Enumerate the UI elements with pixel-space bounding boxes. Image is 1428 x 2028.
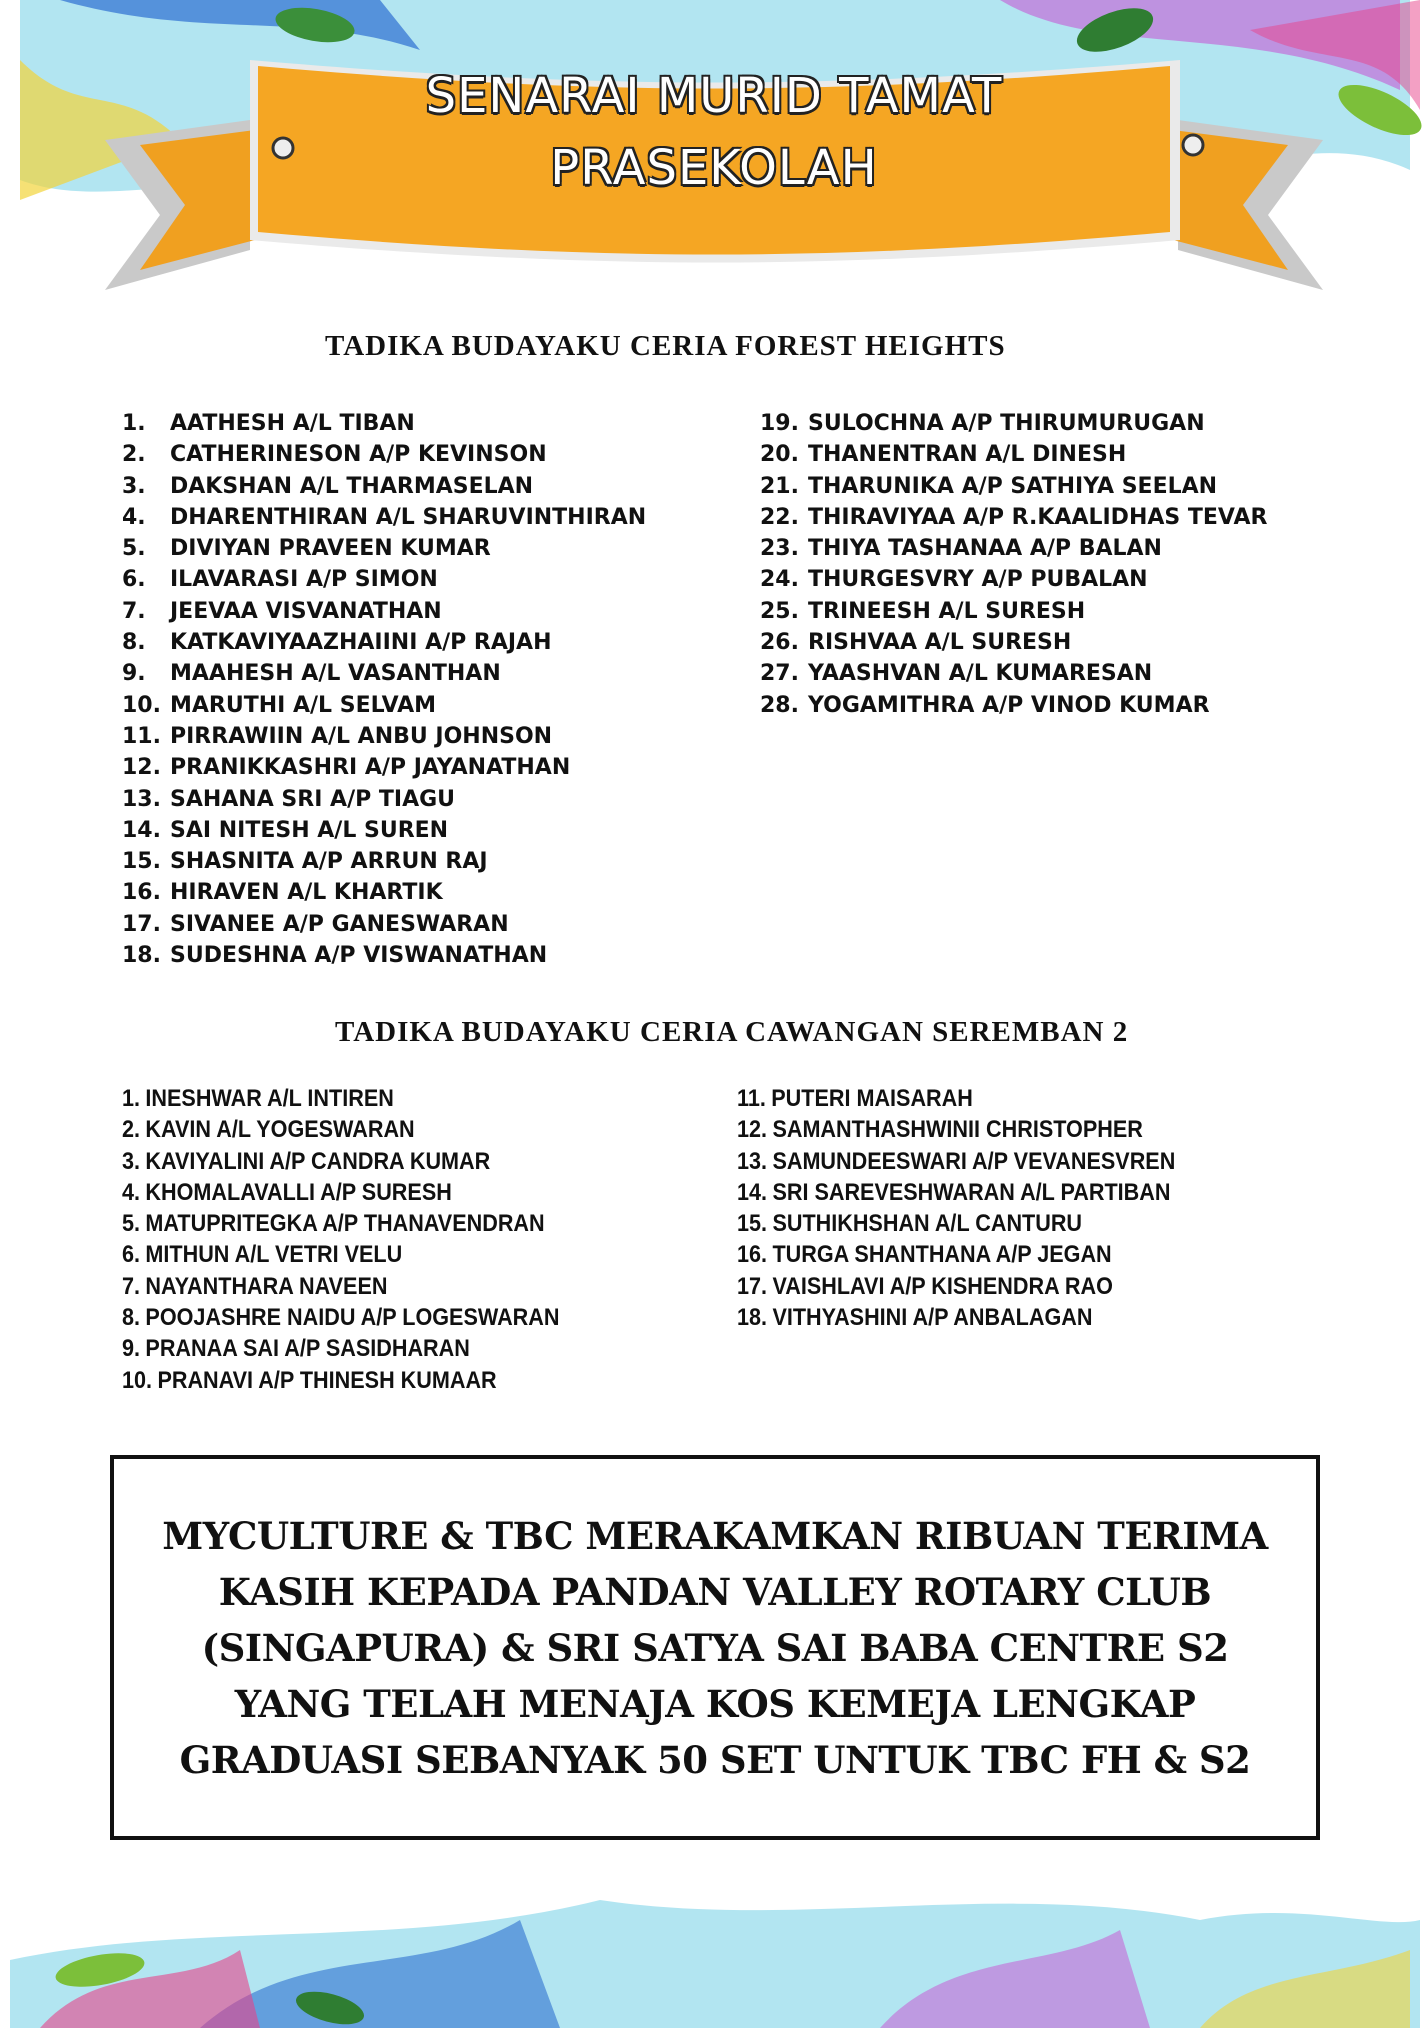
- student-number: 8.: [122, 1304, 141, 1332]
- student-list-item: [122, 1335, 559, 1366]
- student-name: SAHANA SRI A/P TIAGU: [170, 786, 456, 812]
- student-name: MARUTHI A/L SELVAM: [170, 692, 437, 718]
- student-list-item: [122, 1210, 559, 1241]
- student-name: SHASNITA A/P ARRUN RAJ: [170, 849, 488, 875]
- student-name: TRINEESH A/L SURESH: [808, 598, 1086, 624]
- student-list-item: [122, 442, 646, 473]
- student-number: 21.: [760, 473, 799, 499]
- student-name: CATHERINESON A/P KEVINSON: [170, 442, 547, 468]
- student-name: THANENTRAN A/L DINESH: [808, 442, 1127, 468]
- student-number: 27.: [760, 661, 799, 687]
- student-list-item: [122, 1273, 559, 1304]
- student-name: TURGA SHANTHANA A/P JEGAN: [772, 1241, 1112, 1269]
- student-name: VAISHLAVI A/P KISHENDRA RAO: [772, 1272, 1113, 1300]
- student-name: DHARENTHIRAN A/L SHARUVINTHIRAN: [170, 504, 647, 530]
- student-number: 16.: [737, 1241, 768, 1269]
- student-name: POOJASHRE NAIDU A/P LOGESWARAN: [145, 1304, 560, 1332]
- student-list-item: [122, 1116, 559, 1147]
- acknowledgement-text: MYCULTURE & TBC MERAKAMKAN RIBUAN TERIMA KASIH KEPADA PANDAN VALLEY ROTARY CLUB (SINGAPURA) & SRI SATYA SAI BABA CENTRE S2 YANG TELAH MENAJA KOS KEMEJA LENGKAP GRADUASI SEBANYAK 50 SET UNTUK TBC FH & S2: [162, 1513, 1268, 1782]
- student-list-item: [760, 411, 1267, 442]
- student-list-item: [760, 536, 1267, 567]
- student-name: JEEVAA VISVANATHAN: [170, 598, 442, 624]
- student-list-item: [122, 912, 646, 943]
- student-name: PRANAA SAI A/P SASIDHARAN: [145, 1335, 470, 1363]
- student-number: 7.: [122, 598, 146, 624]
- student-list-forest-heights-col1: [122, 411, 646, 974]
- student-number: 6.: [122, 1241, 141, 1269]
- student-name: INESHWAR A/L INTIREN: [145, 1085, 394, 1112]
- student-name: SAMANTHASHWINII CHRISTOPHER: [772, 1116, 1143, 1144]
- student-name: HIRAVEN A/L KHARTIK: [170, 880, 443, 906]
- student-list-item: [737, 1148, 1175, 1179]
- student-list-item: [122, 693, 646, 724]
- student-list-item: [122, 474, 646, 505]
- student-number: 12.: [737, 1116, 768, 1144]
- student-name: SUTHIKHSHAN A/L CANTURU: [772, 1210, 1083, 1238]
- student-name: DAKSHAN A/L THARMASELAN: [170, 473, 534, 499]
- student-number: 18.: [737, 1304, 768, 1332]
- school-heading-seremban-2: TADIKA BUDAYAKU CERIA CAWANGAN SEREMBAN 2: [335, 1016, 1129, 1048]
- student-list-item: [760, 474, 1267, 505]
- student-number: 14.: [737, 1178, 768, 1206]
- student-name: DIVIYAN PRAVEEN KUMAR: [170, 536, 491, 562]
- student-list-item: [122, 787, 646, 818]
- student-name: SIVANEE A/P GANESWARAN: [170, 911, 509, 937]
- student-name: YAASHVAN A/L KUMARESAN: [808, 661, 1153, 687]
- student-number: 17.: [737, 1272, 768, 1300]
- student-list-item: [760, 693, 1267, 724]
- student-name: SUDESHNA A/P VISWANATHAN: [170, 943, 548, 969]
- student-list-item: [122, 661, 646, 692]
- student-list-item: [760, 442, 1267, 473]
- student-number: 13.: [737, 1147, 768, 1175]
- student-name: THURGESVRY A/P PUBALAN: [808, 567, 1148, 593]
- student-name: PIRRAWIIN A/L ANBU JOHNSON: [170, 723, 553, 749]
- student-list-item: [122, 755, 646, 786]
- acknowledgement-box: [110, 1455, 1320, 1840]
- student-number: 2.: [122, 442, 146, 468]
- student-number: 15.: [122, 849, 161, 875]
- student-number: 10.: [122, 1366, 153, 1394]
- student-list-item: [760, 599, 1267, 630]
- student-list-item: [122, 630, 646, 661]
- student-name: NAYANTHARA NAVEEN: [145, 1272, 388, 1300]
- student-name: SAI NITESH A/L SUREN: [170, 817, 449, 843]
- student-list-item: [760, 505, 1267, 536]
- student-list-item: [122, 880, 646, 911]
- student-name: AATHESH A/L TIBAN: [170, 411, 415, 436]
- student-number: 3.: [122, 1147, 141, 1175]
- student-name: PRANIKKASHRI A/P JAYANATHAN: [170, 755, 571, 781]
- student-number: 28.: [760, 692, 799, 718]
- student-number: 24.: [760, 567, 799, 593]
- student-list-item: [122, 505, 646, 536]
- student-name: KAVIYALINI A/P CANDRA KUMAR: [145, 1147, 491, 1175]
- student-name: PRANAVI A/P THINESH KUMAAR: [157, 1366, 497, 1394]
- student-name: SULOCHNA A/P THIRUMURUGAN: [808, 411, 1205, 436]
- student-list-item: [737, 1179, 1175, 1210]
- student-list-item: [737, 1241, 1175, 1272]
- student-name: YOGAMITHRA A/P VINOD KUMAR: [808, 692, 1210, 718]
- student-list-item: [737, 1085, 1175, 1116]
- student-number: 9.: [122, 1335, 141, 1363]
- student-number: 4.: [122, 504, 146, 530]
- student-number: 1.: [122, 1085, 141, 1112]
- student-number: 8.: [122, 630, 146, 656]
- student-number: 15.: [737, 1210, 768, 1238]
- student-number: 1.: [122, 411, 146, 436]
- student-number: 4.: [122, 1178, 141, 1206]
- student-name: MATUPRITEGKA A/P THANAVENDRAN: [145, 1210, 545, 1238]
- school-heading-forest-heights: TADIKA BUDAYAKU CERIA FOREST HEIGHTS: [325, 330, 1006, 362]
- student-name: KATKAVIYAAZHAIINI A/P RAJAH: [170, 630, 552, 656]
- student-name: KHOMALAVALLI A/P SURESH: [145, 1178, 452, 1206]
- student-name: MAAHESH A/L VASANTHAN: [170, 661, 501, 687]
- student-list-item: [760, 661, 1267, 692]
- student-list-item: [122, 567, 646, 598]
- student-list-item: [737, 1304, 1175, 1335]
- student-list-item: [122, 943, 646, 974]
- student-number: 11.: [737, 1085, 766, 1112]
- student-number: 16.: [122, 880, 161, 906]
- student-list-item: [122, 1241, 559, 1272]
- student-list-item: [122, 536, 646, 567]
- student-list-seremban-col2: [737, 1085, 1224, 1335]
- student-name: THIYA TASHANAA A/P BALAN: [808, 536, 1162, 562]
- student-number: 12.: [122, 755, 161, 781]
- student-number: 7.: [122, 1272, 141, 1300]
- student-name: THIRAVIYAA A/P R.KAALIDHAS TEVAR: [808, 504, 1268, 530]
- student-number: 23.: [760, 536, 799, 562]
- student-name: SAMUNDEESWARI A/P VEVANESVREN: [772, 1147, 1176, 1175]
- student-list-item: [760, 630, 1267, 661]
- student-number: 3.: [122, 473, 146, 499]
- student-name: RISHVAA A/L SURESH: [808, 630, 1072, 656]
- student-number: 2.: [122, 1116, 141, 1144]
- banner-title-line2: PRASEKOLAH: [550, 140, 878, 196]
- student-list-item: [122, 818, 646, 849]
- banner-title-line1: SENARAI MURID TAMAT: [425, 68, 1003, 124]
- student-number: 22.: [760, 504, 799, 530]
- student-list-item: [737, 1210, 1175, 1241]
- student-list-item: [122, 1148, 559, 1179]
- student-list-item: [737, 1273, 1175, 1304]
- student-name: VITHYASHINI A/P ANBALAGAN: [772, 1304, 1093, 1332]
- student-number: 25.: [760, 598, 799, 624]
- student-name: THARUNIKA A/P SATHIYA SEELAN: [808, 473, 1218, 499]
- student-list-item: [122, 724, 646, 755]
- student-number: 6.: [122, 567, 146, 593]
- student-name: ILAVARASI A/P SIMON: [170, 567, 438, 593]
- student-list-item: [122, 849, 646, 880]
- student-name: SRI SAREVESHWARAN A/L PARTIBAN: [772, 1178, 1171, 1206]
- student-list-item: [122, 1085, 559, 1116]
- student-name: PUTERI MAISARAH: [771, 1085, 973, 1112]
- student-list-item: [122, 1304, 559, 1335]
- student-list-item: [122, 411, 646, 442]
- student-number: 5.: [122, 536, 146, 562]
- student-number: 26.: [760, 630, 799, 656]
- student-number: 10.: [122, 692, 161, 718]
- footer-decoration: [0, 1860, 1428, 2028]
- student-number: 11.: [122, 723, 161, 749]
- student-number: 19.: [760, 411, 799, 436]
- student-list-item: [122, 599, 646, 630]
- student-number: 5.: [122, 1210, 141, 1238]
- student-number: 9.: [122, 661, 146, 687]
- student-name: KAVIN A/L YOGESWARAN: [145, 1116, 415, 1144]
- student-name: MITHUN A/L VETRI VELU: [145, 1241, 403, 1269]
- student-list-forest-heights-col2: [760, 411, 1267, 724]
- student-number: 18.: [122, 943, 161, 969]
- student-list-item: [122, 1367, 559, 1398]
- student-list-item: [760, 567, 1267, 598]
- student-list-item: [737, 1116, 1175, 1147]
- student-number: 14.: [122, 817, 161, 843]
- student-list-seremban-col1: [122, 1085, 608, 1398]
- student-list-item: [122, 1179, 559, 1210]
- student-number: 13.: [122, 786, 161, 812]
- student-number: 17.: [122, 911, 161, 937]
- student-number: 20.: [760, 442, 799, 468]
